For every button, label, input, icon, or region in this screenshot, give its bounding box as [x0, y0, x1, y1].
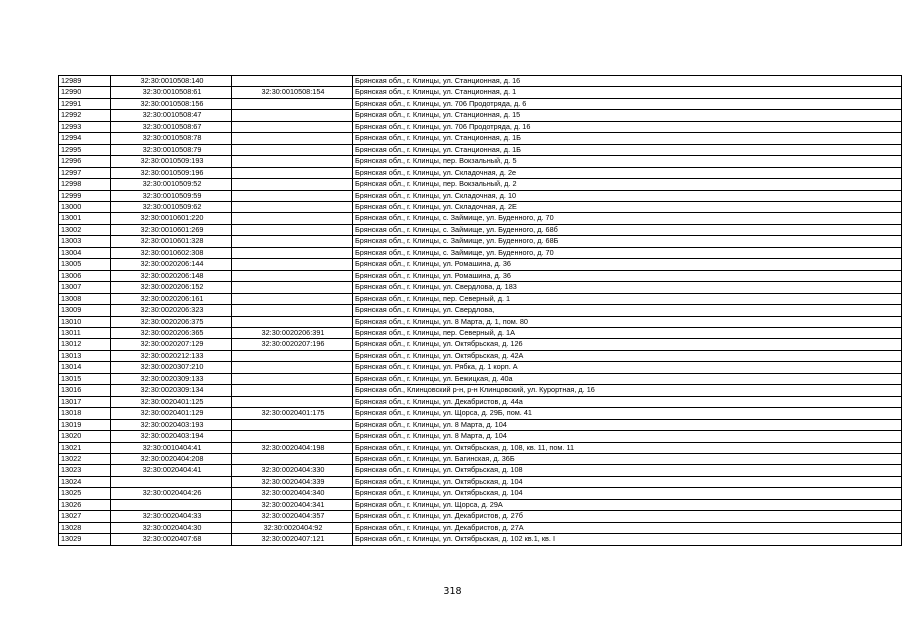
related-cadastral-number-cell — [232, 270, 353, 281]
related-cadastral-number-cell — [232, 144, 353, 155]
related-cadastral-number-cell: 32:30:0020404:330 — [232, 465, 353, 476]
row-number-cell: 13010 — [59, 316, 111, 327]
row-number-cell: 13020 — [59, 431, 111, 442]
address-cell: Брянская обл., г. Клинцы, с. Займище, ул. Буденного, д. 70 — [353, 213, 902, 224]
row-number-cell: 12998 — [59, 179, 111, 190]
row-number-cell: 13003 — [59, 236, 111, 247]
related-cadastral-number-cell — [232, 373, 353, 384]
cadastral-number-cell: 32:30:0020206:152 — [111, 282, 232, 293]
row-number-cell: 13026 — [59, 499, 111, 510]
cadastral-number-cell: 32:30:0010508:47 — [111, 110, 232, 121]
table-row — [59, 476, 902, 487]
cadastral-number-cell: 32:30:0010404:41 — [111, 442, 232, 453]
address-cell: Брянская обл., г. Клинцы, ул. Октябрьская, д. 104 — [353, 476, 902, 487]
table-row — [59, 396, 902, 407]
row-number-cell: 12989 — [59, 76, 111, 87]
address-cell: Брянская обл., г. Клинцы, пер. Северный, д. 1А — [353, 327, 902, 338]
row-number-cell: 13019 — [59, 419, 111, 430]
row-number-cell: 13013 — [59, 350, 111, 361]
related-cadastral-number-cell: 32:30:0020404:340 — [232, 488, 353, 499]
table-row — [59, 98, 902, 109]
address-cell: Брянская обл., г. Клинцы, ул. Декабристов, д. 27б — [353, 511, 902, 522]
related-cadastral-number-cell: 32:30:0020404:198 — [232, 442, 353, 453]
row-number-cell: 13023 — [59, 465, 111, 476]
row-number-cell: 12993 — [59, 121, 111, 132]
table-row — [59, 511, 902, 522]
cadastral-number-cell: 32:30:0020207:129 — [111, 339, 232, 350]
table-row — [59, 144, 902, 155]
table-row — [59, 350, 902, 361]
page-number: 318 — [443, 586, 462, 597]
related-cadastral-number-cell — [232, 179, 353, 190]
table-row — [59, 408, 902, 419]
address-cell: Брянская обл., г. Клинцы, ул. Октябрьская, д. 108, кв. 11, пом. 11 — [353, 442, 902, 453]
cadastral-number-cell: 32:30:0020404:30 — [111, 522, 232, 533]
address-cell: Брянская обл., г. Клинцы, ул. Станционная, д. 15 — [353, 110, 902, 121]
related-cadastral-number-cell — [232, 121, 353, 132]
cadastral-number-cell: 32:30:0020206:144 — [111, 259, 232, 270]
row-number-cell: 12992 — [59, 110, 111, 121]
related-cadastral-number-cell: 32:30:0020404:339 — [232, 476, 353, 487]
related-cadastral-number-cell — [232, 201, 353, 212]
table-row — [59, 522, 902, 533]
row-number-cell: 13029 — [59, 534, 111, 545]
table-row — [59, 270, 902, 281]
related-cadastral-number-cell — [232, 453, 353, 464]
row-number-cell: 13001 — [59, 213, 111, 224]
address-cell: Брянская обл., г. Клинцы, с. Займище, ул. Буденного, д. 68б — [353, 224, 902, 235]
cadastral-number-cell: 32:30:0020206:323 — [111, 305, 232, 316]
address-cell: Брянская обл., г. Клинцы, ул. Октябрьская, д. 126 — [353, 339, 902, 350]
address-cell: Брянская обл., г. Клинцы, с. Займище, ул. Буденного, д. 68Б — [353, 236, 902, 247]
cadastral-number-cell: 32:30:0020206:148 — [111, 270, 232, 281]
related-cadastral-number-cell: 32:30:0020207:196 — [232, 339, 353, 350]
table-row — [59, 190, 902, 201]
related-cadastral-number-cell — [232, 419, 353, 430]
address-cell: Брянская обл., г. Клинцы, пер. Северный, д. 1 — [353, 293, 902, 304]
related-cadastral-number-cell — [232, 396, 353, 407]
row-number-cell: 13000 — [59, 201, 111, 212]
cadastral-number-cell: 32:30:0010509:196 — [111, 167, 232, 178]
address-cell: Брянская обл., г. Клинцы, ул. Октябрьская, д. 104 — [353, 488, 902, 499]
cadastral-number-cell: 32:30:0020404:208 — [111, 453, 232, 464]
related-cadastral-number-cell: 32:30:0020404:92 — [232, 522, 353, 533]
row-number-cell: 13027 — [59, 511, 111, 522]
cadastral-number-cell: 32:30:0010508:79 — [111, 144, 232, 155]
address-cell: Брянская обл., г. Клинцы, ул. Декабристов, д. 27А — [353, 522, 902, 533]
address-cell: Брянская обл., г. Клинцы, ул. Станционная, д. 16 — [353, 76, 902, 87]
related-cadastral-number-cell — [232, 293, 353, 304]
related-cadastral-number-cell — [232, 282, 353, 293]
table-row — [59, 465, 902, 476]
cadastral-number-cell: 32:30:0010601:220 — [111, 213, 232, 224]
table-row — [59, 247, 902, 258]
cadastral-number-cell: 32:30:0020309:134 — [111, 385, 232, 396]
table-row — [59, 327, 902, 338]
cadastral-number-cell: 32:30:0020206:375 — [111, 316, 232, 327]
address-cell: Брянская обл., г. Клинцы, ул. 8 Марта, д. 104 — [353, 419, 902, 430]
address-cell: Брянская обл., г. Клинцы, ул. Октябрьская, д. 108 — [353, 465, 902, 476]
property-table-body — [59, 76, 902, 546]
address-cell: Брянская обл., г. Клинцы, ул. Рябка, д. 1 корп. А — [353, 362, 902, 373]
related-cadastral-number-cell — [232, 247, 353, 258]
address-cell: Брянская обл., г. Клинцы, ул. Ромашина, д. 36 — [353, 270, 902, 281]
row-number-cell: 13025 — [59, 488, 111, 499]
cadastral-number-cell — [111, 499, 232, 510]
address-cell: Брянская обл., г. Клинцы, ул. Станционная, д. 1 — [353, 87, 902, 98]
cadastral-number-cell: 32:30:0020404:33 — [111, 511, 232, 522]
related-cadastral-number-cell: 32:30:0020206:391 — [232, 327, 353, 338]
address-cell: Брянская обл., г. Клинцы, ул. Станционная, д. 1Б — [353, 144, 902, 155]
row-number-cell: 12996 — [59, 156, 111, 167]
cadastral-number-cell: 32:30:0010508:61 — [111, 87, 232, 98]
address-cell: Брянская обл., г. Клинцы, ул. Декабристов, д. 44а — [353, 396, 902, 407]
row-number-cell: 13016 — [59, 385, 111, 396]
table-row — [59, 121, 902, 132]
related-cadastral-number-cell — [232, 133, 353, 144]
property-table — [58, 75, 902, 546]
row-number-cell: 13012 — [59, 339, 111, 350]
cadastral-number-cell: 32:30:0020404:26 — [111, 488, 232, 499]
cadastral-number-cell: 32:30:0020403:194 — [111, 431, 232, 442]
related-cadastral-number-cell — [232, 156, 353, 167]
table-row — [59, 259, 902, 270]
cadastral-number-cell: 32:30:0010602:308 — [111, 247, 232, 258]
table-row — [59, 442, 902, 453]
related-cadastral-number-cell — [232, 224, 353, 235]
related-cadastral-number-cell: 32:30:0020401:175 — [232, 408, 353, 419]
cadastral-number-cell — [111, 476, 232, 487]
row-number-cell: 12994 — [59, 133, 111, 144]
table-row — [59, 373, 902, 384]
row-number-cell: 13004 — [59, 247, 111, 258]
address-cell: Брянская обл., г. Клинцы, ул. Складочная, д. 2е — [353, 167, 902, 178]
row-number-cell: 13017 — [59, 396, 111, 407]
related-cadastral-number-cell — [232, 350, 353, 361]
row-number-cell: 13022 — [59, 453, 111, 464]
related-cadastral-number-cell — [232, 316, 353, 327]
row-number-cell: 12997 — [59, 167, 111, 178]
table-row — [59, 167, 902, 178]
cadastral-number-cell: 32:30:0010508:156 — [111, 98, 232, 109]
table-row — [59, 316, 902, 327]
address-cell: Брянская обл., г. Клинцы, ул. Бежицкая, д. 40а — [353, 373, 902, 384]
related-cadastral-number-cell — [232, 362, 353, 373]
address-cell: Брянская обл., г. Клинцы, ул. Свердлова, — [353, 305, 902, 316]
row-number-cell: 13011 — [59, 327, 111, 338]
cadastral-number-cell: 32:30:0020206:161 — [111, 293, 232, 304]
table-row — [59, 282, 902, 293]
address-cell: Брянская обл., г. Клинцы, ул. Станционная, д. 1Б — [353, 133, 902, 144]
table-row — [59, 293, 902, 304]
cadastral-number-cell: 32:30:0020307:210 — [111, 362, 232, 373]
row-number-cell: 12990 — [59, 87, 111, 98]
row-number-cell: 13028 — [59, 522, 111, 533]
cadastral-number-cell: 32:30:0010601:328 — [111, 236, 232, 247]
address-cell: Брянская обл., г. Клинцы, ул. 706 Продотряда, д. 6 — [353, 98, 902, 109]
address-cell: Брянская обл., г. Клинцы, ул. Октябрьская, д. 102 кв.1, кв. I — [353, 534, 902, 545]
row-number-cell: 13018 — [59, 408, 111, 419]
row-number-cell: 13006 — [59, 270, 111, 281]
row-number-cell: 12995 — [59, 144, 111, 155]
related-cadastral-number-cell: 32:30:0020404:357 — [232, 511, 353, 522]
related-cadastral-number-cell — [232, 190, 353, 201]
row-number-cell: 12999 — [59, 190, 111, 201]
table-row — [59, 419, 902, 430]
row-number-cell: 13024 — [59, 476, 111, 487]
cadastral-number-cell: 32:30:0010508:140 — [111, 76, 232, 87]
related-cadastral-number-cell — [232, 167, 353, 178]
cadastral-number-cell: 32:30:0010509:52 — [111, 179, 232, 190]
related-cadastral-number-cell — [232, 76, 353, 87]
related-cadastral-number-cell — [232, 305, 353, 316]
address-cell: Брянская обл., г. Клинцы, ул. 8 Марта, д. 1, пом. 80 — [353, 316, 902, 327]
address-cell: Брянская обл., г. Клинцы, ул. Октябрьская, д. 42А — [353, 350, 902, 361]
address-cell: Брянская обл., г. Клинцы, пер. Вокзальный, д. 2 — [353, 179, 902, 190]
table-row — [59, 76, 902, 87]
related-cadastral-number-cell — [232, 213, 353, 224]
table-row — [59, 534, 902, 545]
related-cadastral-number-cell — [232, 98, 353, 109]
table-row — [59, 362, 902, 373]
address-cell: Брянская обл., г. Клинцы, ул. Щорса, д. 29Б, пом. 41 — [353, 408, 902, 419]
cadastral-number-cell: 32:30:0020401:125 — [111, 396, 232, 407]
table-row — [59, 179, 902, 190]
related-cadastral-number-cell: 32:30:0020407:121 — [232, 534, 353, 545]
related-cadastral-number-cell — [232, 385, 353, 396]
address-cell: Брянская обл., г. Клинцы, ул. Складочная, д. 10 — [353, 190, 902, 201]
address-cell: Брянская обл., г. Клинцы, ул. Свердлова, д. 183 — [353, 282, 902, 293]
row-number-cell: 13021 — [59, 442, 111, 453]
address-cell: Брянская обл., г. Клинцы, ул. 706 Продотряда, д. 16 — [353, 121, 902, 132]
row-number-cell: 13005 — [59, 259, 111, 270]
address-cell: Брянская обл., г. Клинцы, ул. 8 Марта, д. 104 — [353, 431, 902, 442]
cadastral-number-cell: 32:30:0020403:193 — [111, 419, 232, 430]
table-row — [59, 87, 902, 98]
related-cadastral-number-cell — [232, 236, 353, 247]
table-row — [59, 453, 902, 464]
address-cell: Брянская обл., г. Клинцы, ул. Складочная, д. 2Е — [353, 201, 902, 212]
cadastral-number-cell: 32:30:0010601:269 — [111, 224, 232, 235]
cadastral-number-cell: 32:30:0010509:62 — [111, 201, 232, 212]
row-number-cell: 13014 — [59, 362, 111, 373]
table-row — [59, 110, 902, 121]
address-cell: Брянская обл., г. Клинцы, ул. Ромашина, д. 36 — [353, 259, 902, 270]
address-cell: Брянская обл., г. Клинцы, с. Займище, ул. Буденного, д. 70 — [353, 247, 902, 258]
row-number-cell: 13009 — [59, 305, 111, 316]
cadastral-number-cell: 32:30:0010508:78 — [111, 133, 232, 144]
table-row — [59, 488, 902, 499]
table-row — [59, 201, 902, 212]
address-cell: Брянская обл., г. Клинцы, ул. Багинская, д. 36Б — [353, 453, 902, 464]
table-row — [59, 385, 902, 396]
row-number-cell: 13002 — [59, 224, 111, 235]
row-number-cell: 13015 — [59, 373, 111, 384]
row-number-cell: 12991 — [59, 98, 111, 109]
table-row — [59, 236, 902, 247]
table-row — [59, 431, 902, 442]
address-cell: Брянская обл., г. Клинцы, пер. Вокзальный, д. 5 — [353, 156, 902, 167]
related-cadastral-number-cell — [232, 110, 353, 121]
cadastral-number-cell: 32:30:0020206:365 — [111, 327, 232, 338]
cadastral-number-cell: 32:30:0020309:133 — [111, 373, 232, 384]
cadastral-number-cell: 32:30:0010509:193 — [111, 156, 232, 167]
table-row — [59, 499, 902, 510]
cadastral-number-cell: 32:30:0020407:68 — [111, 534, 232, 545]
cadastral-number-cell: 32:30:0010509:59 — [111, 190, 232, 201]
table-row — [59, 156, 902, 167]
table-row — [59, 224, 902, 235]
cadastral-number-cell: 32:30:0020404:41 — [111, 465, 232, 476]
row-number-cell: 13008 — [59, 293, 111, 304]
cadastral-number-cell: 32:30:0020401:129 — [111, 408, 232, 419]
table-row — [59, 305, 902, 316]
related-cadastral-number-cell — [232, 259, 353, 270]
address-cell: Брянская обл., г. Клинцы, ул. Щорса, д. 29А — [353, 499, 902, 510]
related-cadastral-number-cell: 32:30:0010508:154 — [232, 87, 353, 98]
table-row — [59, 133, 902, 144]
cadastral-number-cell: 32:30:0020212:133 — [111, 350, 232, 361]
cadastral-number-cell: 32:30:0010508:67 — [111, 121, 232, 132]
row-number-cell: 13007 — [59, 282, 111, 293]
related-cadastral-number-cell: 32:30:0020404:341 — [232, 499, 353, 510]
address-cell: Брянская обл., Клинцовский р-н, р-н Клинцовский, ул. Курортная, д. 16 — [353, 385, 902, 396]
table-row — [59, 213, 902, 224]
table-row — [59, 339, 902, 350]
related-cadastral-number-cell — [232, 431, 353, 442]
